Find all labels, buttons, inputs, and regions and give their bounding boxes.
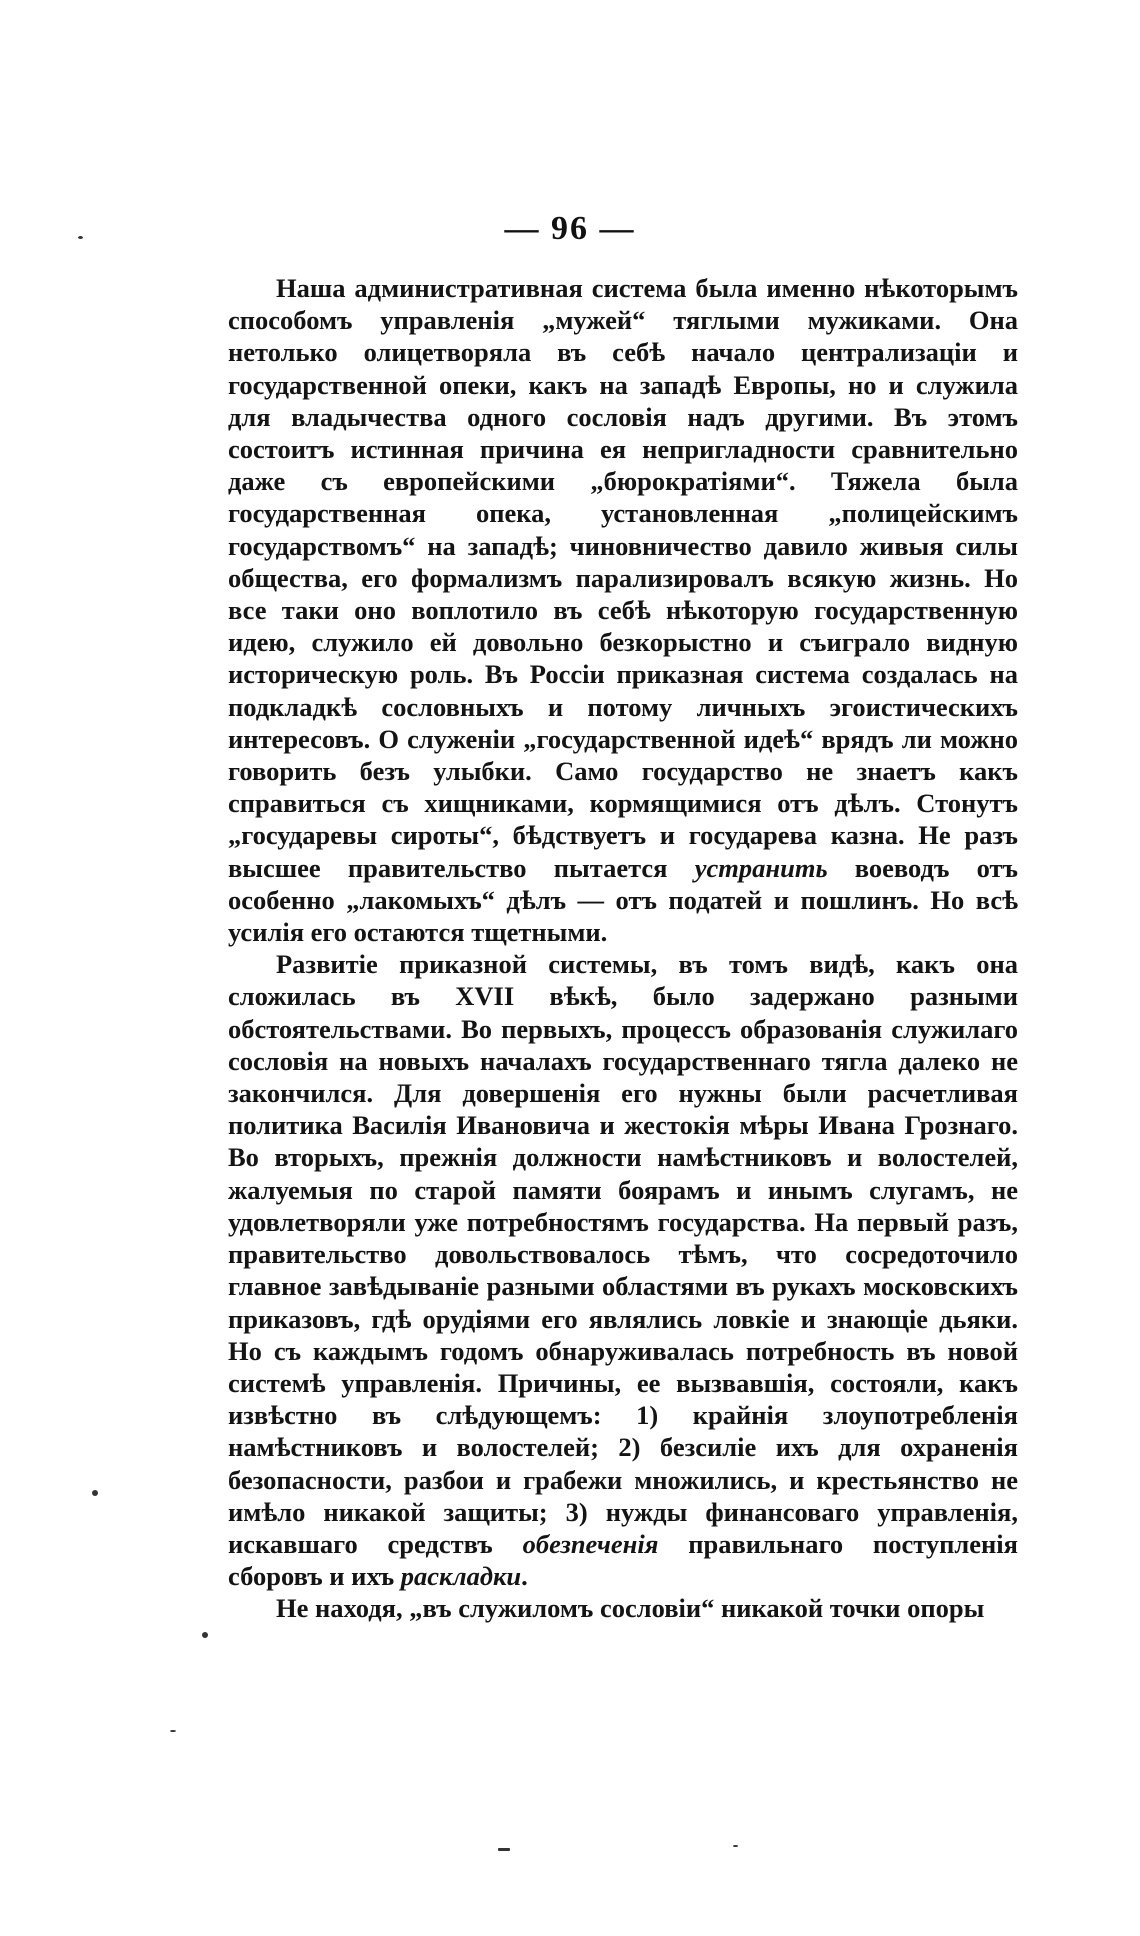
paragraph-2-text-3: . [521,1561,528,1592]
paragraph-2-italic-1: обезпеченія [522,1528,659,1559]
scan-speck [78,236,83,239]
scan-speck [498,1848,510,1851]
paragraph-2-text-1: Развитіе приказной системы, въ томъ видѣ, какъ она сложилась въ XVII вѣкѣ, было задержано разными обстоятельствами. Во первыхъ, процессъ образованія служилаго сословія на новыхъ началахъ государственнаго тягла далеко не закончился. Для довершенія его нужны были расчетливая политика Василія Ивановича и жестокія мѣры Ивана Грознаго. Во вторыхъ, прежнія должности намѣстниковъ и волостелей, жалуемыя по старой памяти боярамъ и инымъ слугамъ, не удовлетворяли уже потребностямъ государства. На первый разъ, правительство довольствовалось тѣмъ, что сосредоточило главное завѣдываніе разными областями въ рукахъ московскихъ приказовъ, гдѣ орудіями его являлись ловкіе и знающіе дьяки. Но съ каждымъ годомъ обнаруживалась потребность въ новой системѣ управленія. Причины, ее вызвавшія, состояли, какъ извѣстно въ слѣдующемъ: 1) крайнія злоупотребленія намѣстниковъ и волостелей; 2) безсиліе ихъ для охраненія безопасности, разбои и грабежи множились, и крестьянство не имѣло никакой защиты; 3) нужды финансоваго управленія, искавшаго средствъ [228,949,1018,1559]
paragraph-1-text-2: воеводъ отъ особенно „лакомыхъ“ дѣлъ — отъ податей и пошлинъ. Но всѣ усилія его остаются тщетными. [228,852,1018,948]
paragraph-2-text-2: правильнаго поступленія сборовъ и ихъ [228,1528,1018,1592]
page-number: — 96 — [504,210,636,247]
scan-speck [170,1730,176,1732]
paragraph-2-italic-2: раскладки [400,1561,522,1592]
paragraph-2 [228,948,1018,1592]
paragraph-1-italic-1: устранить [694,852,828,883]
scan-speck [733,1845,738,1847]
paragraph-1-text-1: Наша административная система была именно нѣкоторымъ способомъ управленія „мужей“ тяглыми мужиками. Она нетолько олицетворяла въ себѣ начало централизаціи и государственной опеки, какъ на западѣ Европы, но и служила для владычества одного сословія надъ другими. Въ этомъ состоитъ истинная причина ея непригладности сравнительно даже съ европейскими „бюрократіями“. Тяжела была государственная опека, установленная „полицейскимъ государствомъ“ на западѣ; чиновничество давило живыя силы общества, его формализмъ парализировалъ всякую жизнь. Но все таки оно воплотило въ себѣ нѣкоторую государственную идею, служило ей довольно безкорыстно и съиграло видную историческую роль. Въ Россіи приказная система создалась на подкладкѣ сословныхъ и потому личныхъ эгоистическихъ интересовъ. О служеніи „государственной идеѣ“ врядъ ли можно говорить безъ улыбки. Само государство не знаетъ какъ справиться съ хищниками, кормящимися отъ дѣлъ. Стонутъ „государевы сироты“, бѣдствуетъ и государева казна. Не разъ высшее правительство пытается [228,273,1018,883]
body-text [228,272,1018,1625]
paragraph-3 [228,1592,1018,1624]
scan-speck [202,1632,208,1638]
paragraph-3-text-1: Не находя, „въ служиломъ сословіи“ никакой точки опоры [276,1593,985,1624]
paragraph-1 [228,272,1018,948]
scan-speck [92,1490,98,1496]
